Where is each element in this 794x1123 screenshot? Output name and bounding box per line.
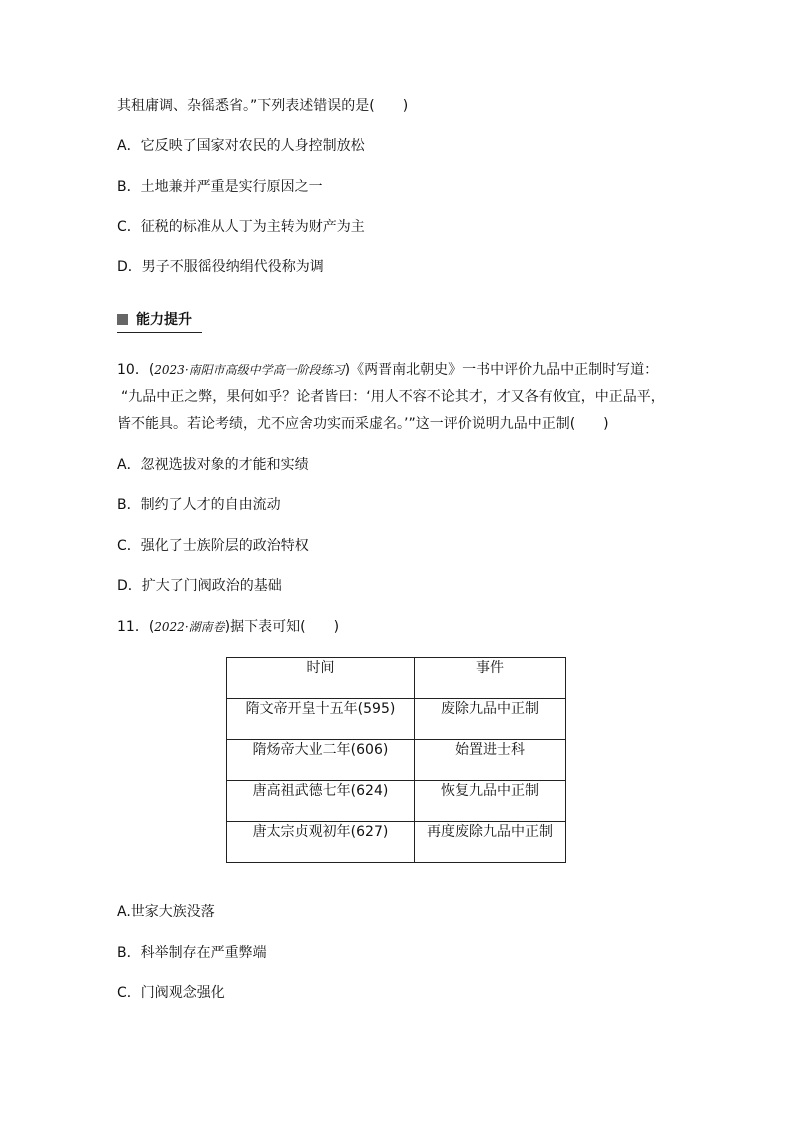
q9-option-d: D．男子不服徭役纳绢代役称为调 — [117, 259, 324, 275]
q10-source: 2023·南阳市高级中学高一阶段练习 — [154, 363, 345, 377]
table-header-row — [227, 658, 566, 699]
q9-option-b: B．土地兼并严重是实行原因之一 — [117, 179, 323, 195]
table-row — [227, 822, 566, 863]
q11-source: 2022·湖南卷 — [154, 620, 225, 634]
q11-stem-rest: )据下表可知( ) — [224, 619, 340, 635]
q10-stem-line-3: 皆不能具。若论考绩，尤不应舍功实而采虚名。’”这一评价说明九品中正制( ) — [117, 416, 609, 432]
table-row — [227, 781, 566, 822]
q11-number: 11．( — [117, 619, 155, 635]
table-cell-event: 再度废除九品中正制 — [415, 822, 566, 863]
table-cell-event: 恢复九品中正制 — [415, 781, 566, 822]
table-header-event: 事件 — [415, 658, 566, 699]
table-header-time: 时间 — [227, 658, 415, 699]
table-cell-time: 唐高祖武德七年(624) — [227, 781, 415, 822]
q9-option-a: A．它反映了国家对农民的人身控制放松 — [117, 138, 365, 154]
q10-stem-rest: )《两晋南北朝史》一书中评价九品中正制时写道： — [344, 362, 659, 378]
table-cell-time: 隋文帝开皇十五年(595) — [227, 699, 415, 740]
q9-option-c: C．征税的标准从人丁为主转为财产为主 — [117, 219, 365, 235]
table-cell-time: 唐太宗贞观初年(627) — [227, 822, 415, 863]
table-row — [227, 740, 566, 781]
q11-table — [226, 657, 566, 863]
table-cell-event: 废除九品中正制 — [415, 699, 566, 740]
table-cell-event: 始置进士科 — [415, 740, 566, 781]
q11-option-b: B．科举制存在严重弊端 — [117, 945, 267, 961]
q10-stem-line-2: “九品中正之弊，果何如乎？论者皆曰：‘用人不容不论其才，才又各有攸宜，中正品平， — [121, 389, 665, 405]
q10-option-b: B．制约了人才的自由流动 — [117, 497, 281, 513]
section-header — [117, 309, 202, 333]
q10-option-d: D．扩大了门阀政治的基础 — [117, 578, 282, 594]
section-title: 能力提升 — [136, 312, 192, 328]
q10-option-a: A．忽视选拔对象的才能和实绩 — [117, 457, 309, 473]
q11-option-a: A.世家大族没落 — [117, 904, 215, 920]
table-cell-time: 隋炀帝大业二年(606) — [227, 740, 415, 781]
section-square-icon — [117, 314, 128, 325]
table-row — [227, 699, 566, 740]
q11-stem — [117, 617, 339, 637]
q10-number: 10．( — [117, 362, 155, 378]
q10-stem-line-1 — [117, 360, 658, 380]
q10-option-c: C．强化了士族阶层的政治特权 — [117, 538, 309, 554]
q11-option-c: C．门阀观念强化 — [117, 985, 225, 1001]
q9-stem-tail: 其租庸调、杂徭悉省。”下列表述错误的是( ) — [117, 98, 409, 114]
